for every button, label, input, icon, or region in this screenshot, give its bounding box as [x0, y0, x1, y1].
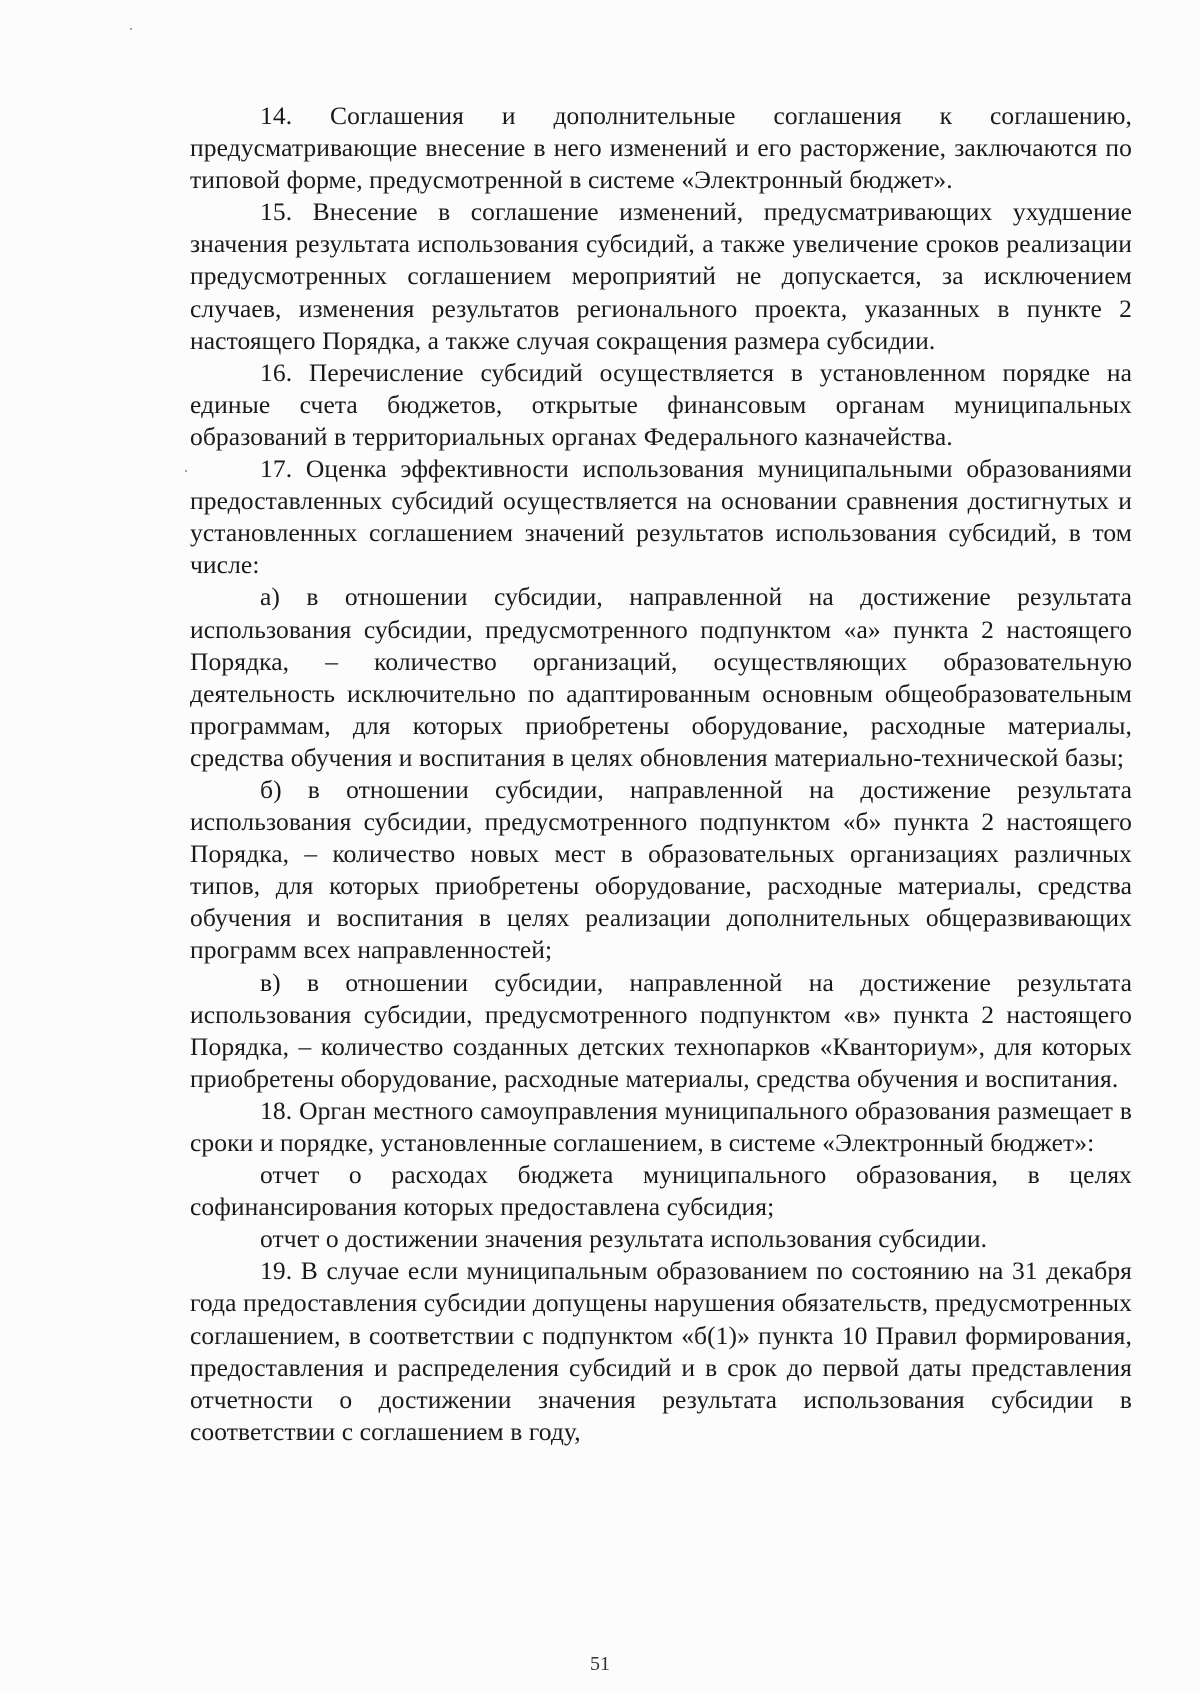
page-number: 51 — [590, 1653, 610, 1675]
document-body — [190, 100, 1132, 1448]
paragraph-17-a: а) в отношении субсидии, направленной на достижение результата использования субсидии, предусмотренного подпунктом «а» пункта 2 настоящего Порядка, – количество организаций, осуществляющих образовательную деятельность исключительно по адаптированным основным общеобразовательным программам, для которых приобретены оборудование, расходные материалы, средства обучения и воспитания в целях обновления материально-технической базы; — [190, 582, 1132, 772]
paragraph-18-item-1: отчет о расходах бюджета муниципального образования, в целях софинансирования которых предоставлена субсидия; — [190, 1160, 1132, 1222]
paragraph-19: 19. В случае если муниципальным образованием по состоянию на 31 декабря года предоставления субсидии допущены нарушения обязательств, предусмотренных соглашением, в соответствии с подпунктом «б(1)» пункта 10 Правил формирования, предоставления и распределения субсидий и в срок до первой даты представления отчетности о достижении значения результата использования субсидии в соответствии с соглашением в году, — [190, 1256, 1132, 1446]
paragraph-17-b: б) в отношении субсидии, направленной на достижение результата использования субсидии, предусмотренного подпунктом «б» пункта 2 настоящего Порядка, – количество новых мест в образовательных организациях различных типов, для которых приобретены оборудование, расходные материалы, средства обучения и воспитания в целях реализации дополнительных общеразвивающих программ всех направленностей; — [190, 774, 1132, 965]
paragraph-16: 16. Перечисление субсидий осуществляется в установленном порядке на единые счета бюджетов, открытые финансовым органам муниципальных образований в территориальных органах Федерального казначейства. — [190, 357, 1132, 451]
paragraph-17: 17. Оценка эффективности использования муниципальными образованиями предоставленных субсидий осуществляется на основании сравнения достигнутых и установленных соглашением значений результатов использования субсидий, в том числе: — [190, 454, 1132, 580]
scan-speck — [185, 470, 187, 472]
paragraph-14: 14. Соглашения и дополнительные соглашения к соглашению, предусматривающие внесение в него изменений и его расторжение, заключаются по типовой форме, предусмотренной в системе «Электронный бюджет». — [190, 101, 1132, 195]
paragraph-18: 18. Орган местного самоуправления муниципального образования размещает в сроки и порядке, установленные соглашением, в системе «Электронный бюджет»: — [190, 1095, 1132, 1157]
paragraph-17-v: в) в отношении субсидии, направленной на достижение результата использования субсидии, предусмотренного подпунктом «в» пункта 2 настоящего Порядка, – количество созданных детских технопарков «Кванториум», для которых приобретены оборудование, расходные материалы, средства обучения и воспитания. — [190, 967, 1132, 1093]
scan-speck — [130, 28, 132, 30]
paragraph-15: 15. Внесение в соглашение изменений, предусматривающих ухудшение значения результата использования субсидий, а также увеличение сроков реализации предусмотренных соглашением мероприятий не допускается, за исключением случаев, изменения результатов регионального проекта, указанных в пункте 2 настоящего Порядка, а также случая сокращения размера субсидии. — [190, 197, 1132, 355]
paragraph-18-item-2: отчет о достижении значения результата использования субсидии. — [260, 1224, 988, 1254]
